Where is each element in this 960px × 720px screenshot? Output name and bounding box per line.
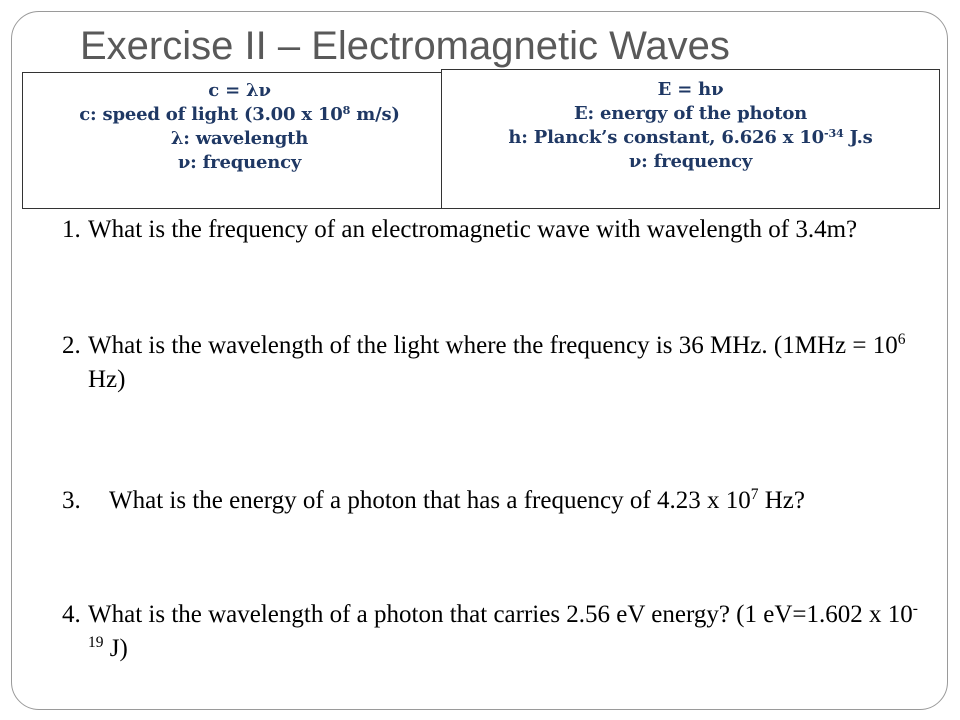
question-text: What is the frequency of an electromagnetic wave with wavelength of 3.4m? [88,216,858,243]
frequency-definition: ν: frequency [177,152,302,173]
wave-equation: c = λν [208,80,271,101]
frequency-definition: ν: frequency [628,151,753,172]
question-text: What is the energy of a photon that has a frequency of 4.23 x $10^7$ Hz? [109,486,805,514]
speed-of-light-definition: c: speed of light (3.00 x $10^8$ m/s) [79,103,400,125]
question-3 [62,484,922,518]
energy-definition: E: energy of the photon [573,103,808,124]
question-4 [62,598,922,666]
question-number: 2. [62,332,81,359]
question-number: 1. [62,216,81,243]
question-1 [62,213,922,247]
question-number: 4. [62,601,81,628]
photon-energy-equation: E = hν [657,79,724,100]
wavelength-definition: λ: wavelength [170,128,309,149]
question-text: What is the wavelength of a photon that carries 2.56 eV energy? (1 eV=1.602 x $10^{-19}$ J) [88,600,918,662]
question-2 [62,329,922,397]
photon-energy-box [441,69,940,209]
wave-equation-box [22,72,457,209]
question-number: 3. [62,487,81,514]
slide-title: Exercise II – Electromagnetic Waves [80,24,730,68]
planck-constant-definition: h: Planck’s constant, 6.626 x $10^{-34}$ J.s [508,126,873,148]
question-text: What is the wavelength of the light where the frequency is 36 MHz. ($1MHz = 10^6$ Hz) [88,331,906,393]
